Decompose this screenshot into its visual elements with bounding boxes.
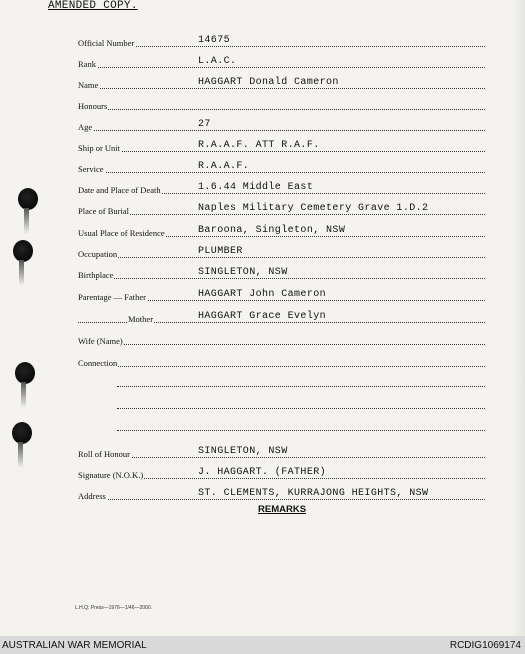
field-date-place-death-label: Date and Place of Death: [78, 185, 161, 195]
field-service-value: R.A.A.F.: [198, 161, 250, 172]
field-birthplace-label: Birthplace: [78, 270, 114, 280]
connection-line-4: [117, 430, 485, 431]
field-signature-nok-label: Signature (N.O.K.): [78, 470, 144, 480]
field-name-label: Name: [78, 80, 99, 90]
punch-hole-icon: [18, 188, 38, 210]
connection-line-3: [117, 408, 485, 409]
field-address-label: Address: [78, 491, 106, 501]
field-occupation-dotted-line: [78, 257, 485, 258]
archive-name: AUSTRALIAN WAR MEMORIAL: [2, 640, 147, 651]
field-age: [78, 118, 485, 132]
field-occupation-label: Occupation: [78, 249, 118, 259]
field-place-of-burial-dotted-line: [78, 214, 485, 215]
field-rank: [78, 55, 485, 69]
field-service: [78, 160, 485, 174]
field-place-of-burial-label: Place of Burial: [78, 206, 129, 216]
field-honours-dotted-line: [78, 109, 485, 110]
connection-line-2: [117, 386, 485, 387]
scan-edge-shadow: [511, 0, 525, 636]
field-age-value: 27: [198, 119, 211, 130]
field-date-place-death: [78, 181, 485, 195]
archive-footer: [0, 638, 525, 654]
punch-hole-icon: [12, 422, 32, 444]
field-official-number-value: 14675: [198, 35, 231, 46]
field-name: [78, 76, 485, 90]
field-connection: [78, 354, 485, 368]
field-honours-label: Honours: [78, 101, 108, 111]
field-parentage-father: [78, 288, 485, 302]
field-roll-of-honour-value: SINGLETON, NSW: [198, 446, 288, 457]
field-usual-residence: [78, 224, 485, 238]
field-ship-or-unit-dotted-line: [78, 151, 485, 152]
field-usual-residence-value: Baroona, Singleton, NSW: [198, 225, 346, 236]
field-rank-label: Rank: [78, 59, 96, 69]
field-birthplace-value: SINGLETON, NSW: [198, 267, 288, 278]
field-official-number: [78, 34, 485, 48]
amended-copy-heading: AMENDED COPY.: [48, 0, 138, 12]
field-parentage-father-label: Parentage — Father: [78, 292, 146, 302]
field-date-place-death-value: 1.6.44 Middle East: [198, 182, 314, 193]
field-usual-residence-label: Usual Place of Residence: [78, 228, 165, 238]
field-wife-dotted-line: [78, 344, 485, 345]
field-wife-label: Wife (Name): [78, 336, 123, 346]
field-address: [78, 487, 485, 501]
field-name-value: HAGGART Donald Cameron: [198, 77, 339, 88]
field-ship-or-unit-value: R.A.A.F. ATT R.A.F.: [198, 140, 320, 151]
field-roll-of-honour-label: Roll of Honour: [78, 449, 130, 459]
field-mother-value: HAGGART Grace Evelyn: [198, 311, 327, 322]
field-mother: [78, 310, 485, 324]
field-occupation-value: PLUMBER: [198, 246, 243, 257]
field-occupation: [78, 245, 485, 259]
field-roll-of-honour-dotted-line: [78, 457, 485, 458]
field-official-number-label: Official Number: [78, 38, 135, 48]
field-ship-or-unit: [78, 139, 485, 153]
field-age-dotted-line: [78, 130, 485, 131]
field-rank-dotted-line: [78, 67, 485, 68]
field-birthplace: [78, 266, 485, 280]
field-name-dotted-line: [78, 88, 485, 89]
field-roll-of-honour: [78, 445, 485, 459]
field-place-of-burial-value: Naples Military Cemetery Grave 1.D.2: [198, 203, 429, 214]
field-official-number-dotted-line: [78, 46, 485, 47]
field-birthplace-dotted-line: [78, 278, 485, 279]
field-signature-nok: [78, 466, 485, 480]
field-ship-or-unit-label: Ship or Unit: [78, 143, 121, 153]
punch-hole-icon: [15, 362, 35, 384]
field-address-value: ST. CLEMENTS, KURRAJONG HEIGHTS, NSW: [198, 488, 429, 499]
field-rank-value: L.A.C.: [198, 56, 237, 67]
field-honours: [78, 97, 485, 111]
field-connection-label: Connection: [78, 358, 118, 368]
field-wife: [78, 332, 485, 346]
punch-hole-icon: [13, 240, 33, 262]
field-signature-nok-value: J. HAGGART. (FATHER): [198, 467, 327, 478]
field-place-of-burial: [78, 202, 485, 216]
remarks-heading: REMARKS: [258, 504, 307, 515]
field-mother-label: Mother: [128, 314, 154, 324]
field-address-dotted-line: [78, 499, 485, 500]
field-connection-dotted-line: [78, 366, 485, 367]
archive-reference: RCDIG1069174: [449, 640, 521, 651]
printer-imprint: L.H.Q. Press—1976—1/46—2000.: [75, 605, 152, 611]
field-service-dotted-line: [78, 172, 485, 173]
field-service-label: Service: [78, 164, 104, 174]
field-parentage-father-value: HAGGART John Cameron: [198, 289, 327, 300]
field-age-label: Age: [78, 122, 93, 132]
